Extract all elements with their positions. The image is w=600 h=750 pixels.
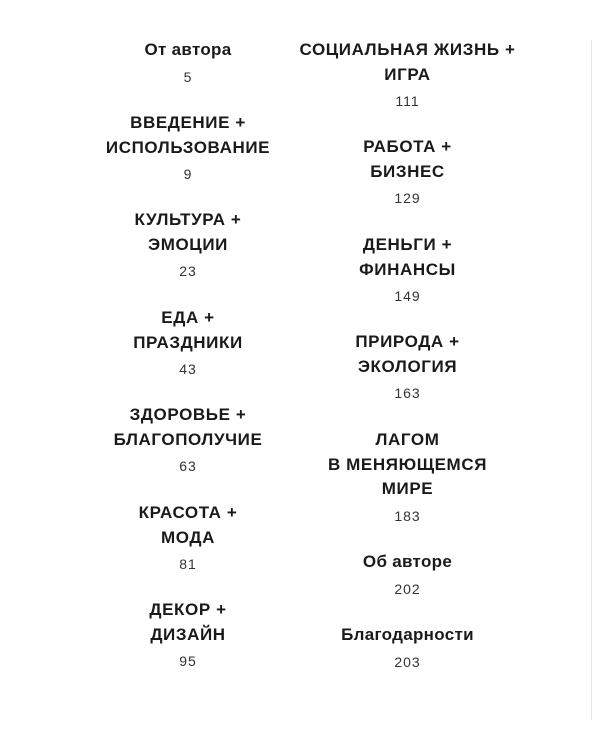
toc-entry-work[interactable] [295, 135, 520, 207]
toc-entry-title [93, 403, 283, 452]
toc-page-number: 81 [179, 556, 197, 572]
toc-page-number: 202 [394, 580, 421, 597]
toc-page-number: 149 [394, 288, 421, 304]
toc-entry-decor[interactable] [93, 598, 283, 670]
toc-title-line: ФИНАНСЫ [359, 259, 456, 279]
toc-page-number: 63 [179, 458, 197, 474]
toc-title-line: ПРИРОДА + [355, 332, 460, 351]
toc-entry-nature[interactable] [295, 330, 520, 402]
toc-entry-money[interactable] [295, 233, 520, 305]
toc-page-number: 5 [183, 68, 193, 85]
toc-title-line: ИСПОЛЬЗОВАНИЕ [105, 137, 271, 157]
toc-entry-title [295, 135, 520, 184]
toc-entry-introduction[interactable] [93, 111, 283, 183]
toc-title-line: БИЗНЕС [370, 161, 445, 181]
page-edge-shadow [591, 40, 592, 720]
toc-page-number: 43 [179, 361, 197, 377]
toc-title-line: КРАСОТА + [138, 503, 238, 522]
toc-entry-about-author[interactable] [295, 550, 520, 598]
toc-page-number: 9 [183, 166, 193, 182]
toc-page-number: 129 [394, 190, 421, 206]
toc-entry-title [295, 623, 520, 648]
toc-entry-from-author[interactable] [93, 38, 283, 86]
toc-entry-health[interactable] [93, 403, 283, 475]
toc-title-line: ЭМОЦИИ [148, 234, 228, 254]
toc-title-line: РАБОТА + [363, 137, 452, 156]
toc-title-line: От автора [144, 40, 232, 59]
toc-title-line: ЗДОРОВЬЕ + [129, 405, 247, 424]
toc-entry-title [295, 330, 520, 379]
toc-title-line: ЛАГОМ [375, 430, 440, 449]
toc-page-number: 183 [394, 507, 421, 524]
toc-page-number: 203 [394, 653, 421, 670]
toc-entry-title [295, 38, 520, 87]
toc-title-line: ВВЕДЕНИЕ + [130, 113, 246, 132]
toc-entry-title [93, 598, 283, 647]
toc-title-line: ИГРА [384, 64, 431, 84]
toc-title-line: СОЦИАЛЬНАЯ ЖИЗНЬ + [299, 40, 516, 59]
toc-title-line: ЭКОЛОГИЯ [357, 356, 458, 376]
toc-title-line: ДЕНЬГИ + [362, 235, 453, 254]
toc-title-line: БЛАГОПОЛУЧИЕ [113, 429, 263, 449]
toc-entry-lagom[interactable] [295, 428, 520, 525]
toc-entry-title [93, 501, 283, 550]
toc-title-line: МИРЕ [381, 479, 434, 498]
toc-title-line: ПРАЗДНИКИ [133, 332, 243, 352]
toc-page-number: 95 [179, 653, 197, 669]
toc-title-line: ДЕКОР + [149, 600, 227, 619]
toc-page-number: 163 [394, 385, 421, 401]
toc-title-line: Об авторе [362, 552, 453, 571]
toc-entry-acknowledgements[interactable] [295, 623, 520, 671]
toc-page-number: 111 [395, 93, 420, 109]
toc-entry-title [93, 306, 283, 355]
toc-title-line: МОДА [161, 527, 215, 547]
toc-entry-title [93, 38, 283, 63]
toc-title-line: Благодарности [341, 625, 474, 644]
toc-title-line: КУЛЬТУРА + [134, 210, 242, 229]
toc-entry-title [295, 233, 520, 282]
toc-page-number: 23 [179, 263, 197, 279]
toc-entry-culture[interactable] [93, 208, 283, 280]
toc-entry-title [295, 428, 520, 502]
toc-title-line: ДИЗАЙН [150, 624, 226, 644]
toc-entry-title [93, 208, 283, 257]
toc-entry-food[interactable] [93, 306, 283, 378]
toc-entry-social-life[interactable] [295, 38, 520, 110]
toc-title-line: В МЕНЯЮЩЕМСЯ [327, 454, 488, 474]
toc-title-line: ЕДА + [161, 308, 215, 327]
toc-entry-title [295, 550, 520, 575]
toc-entry-beauty[interactable] [93, 501, 283, 573]
toc-entry-title [93, 111, 283, 160]
